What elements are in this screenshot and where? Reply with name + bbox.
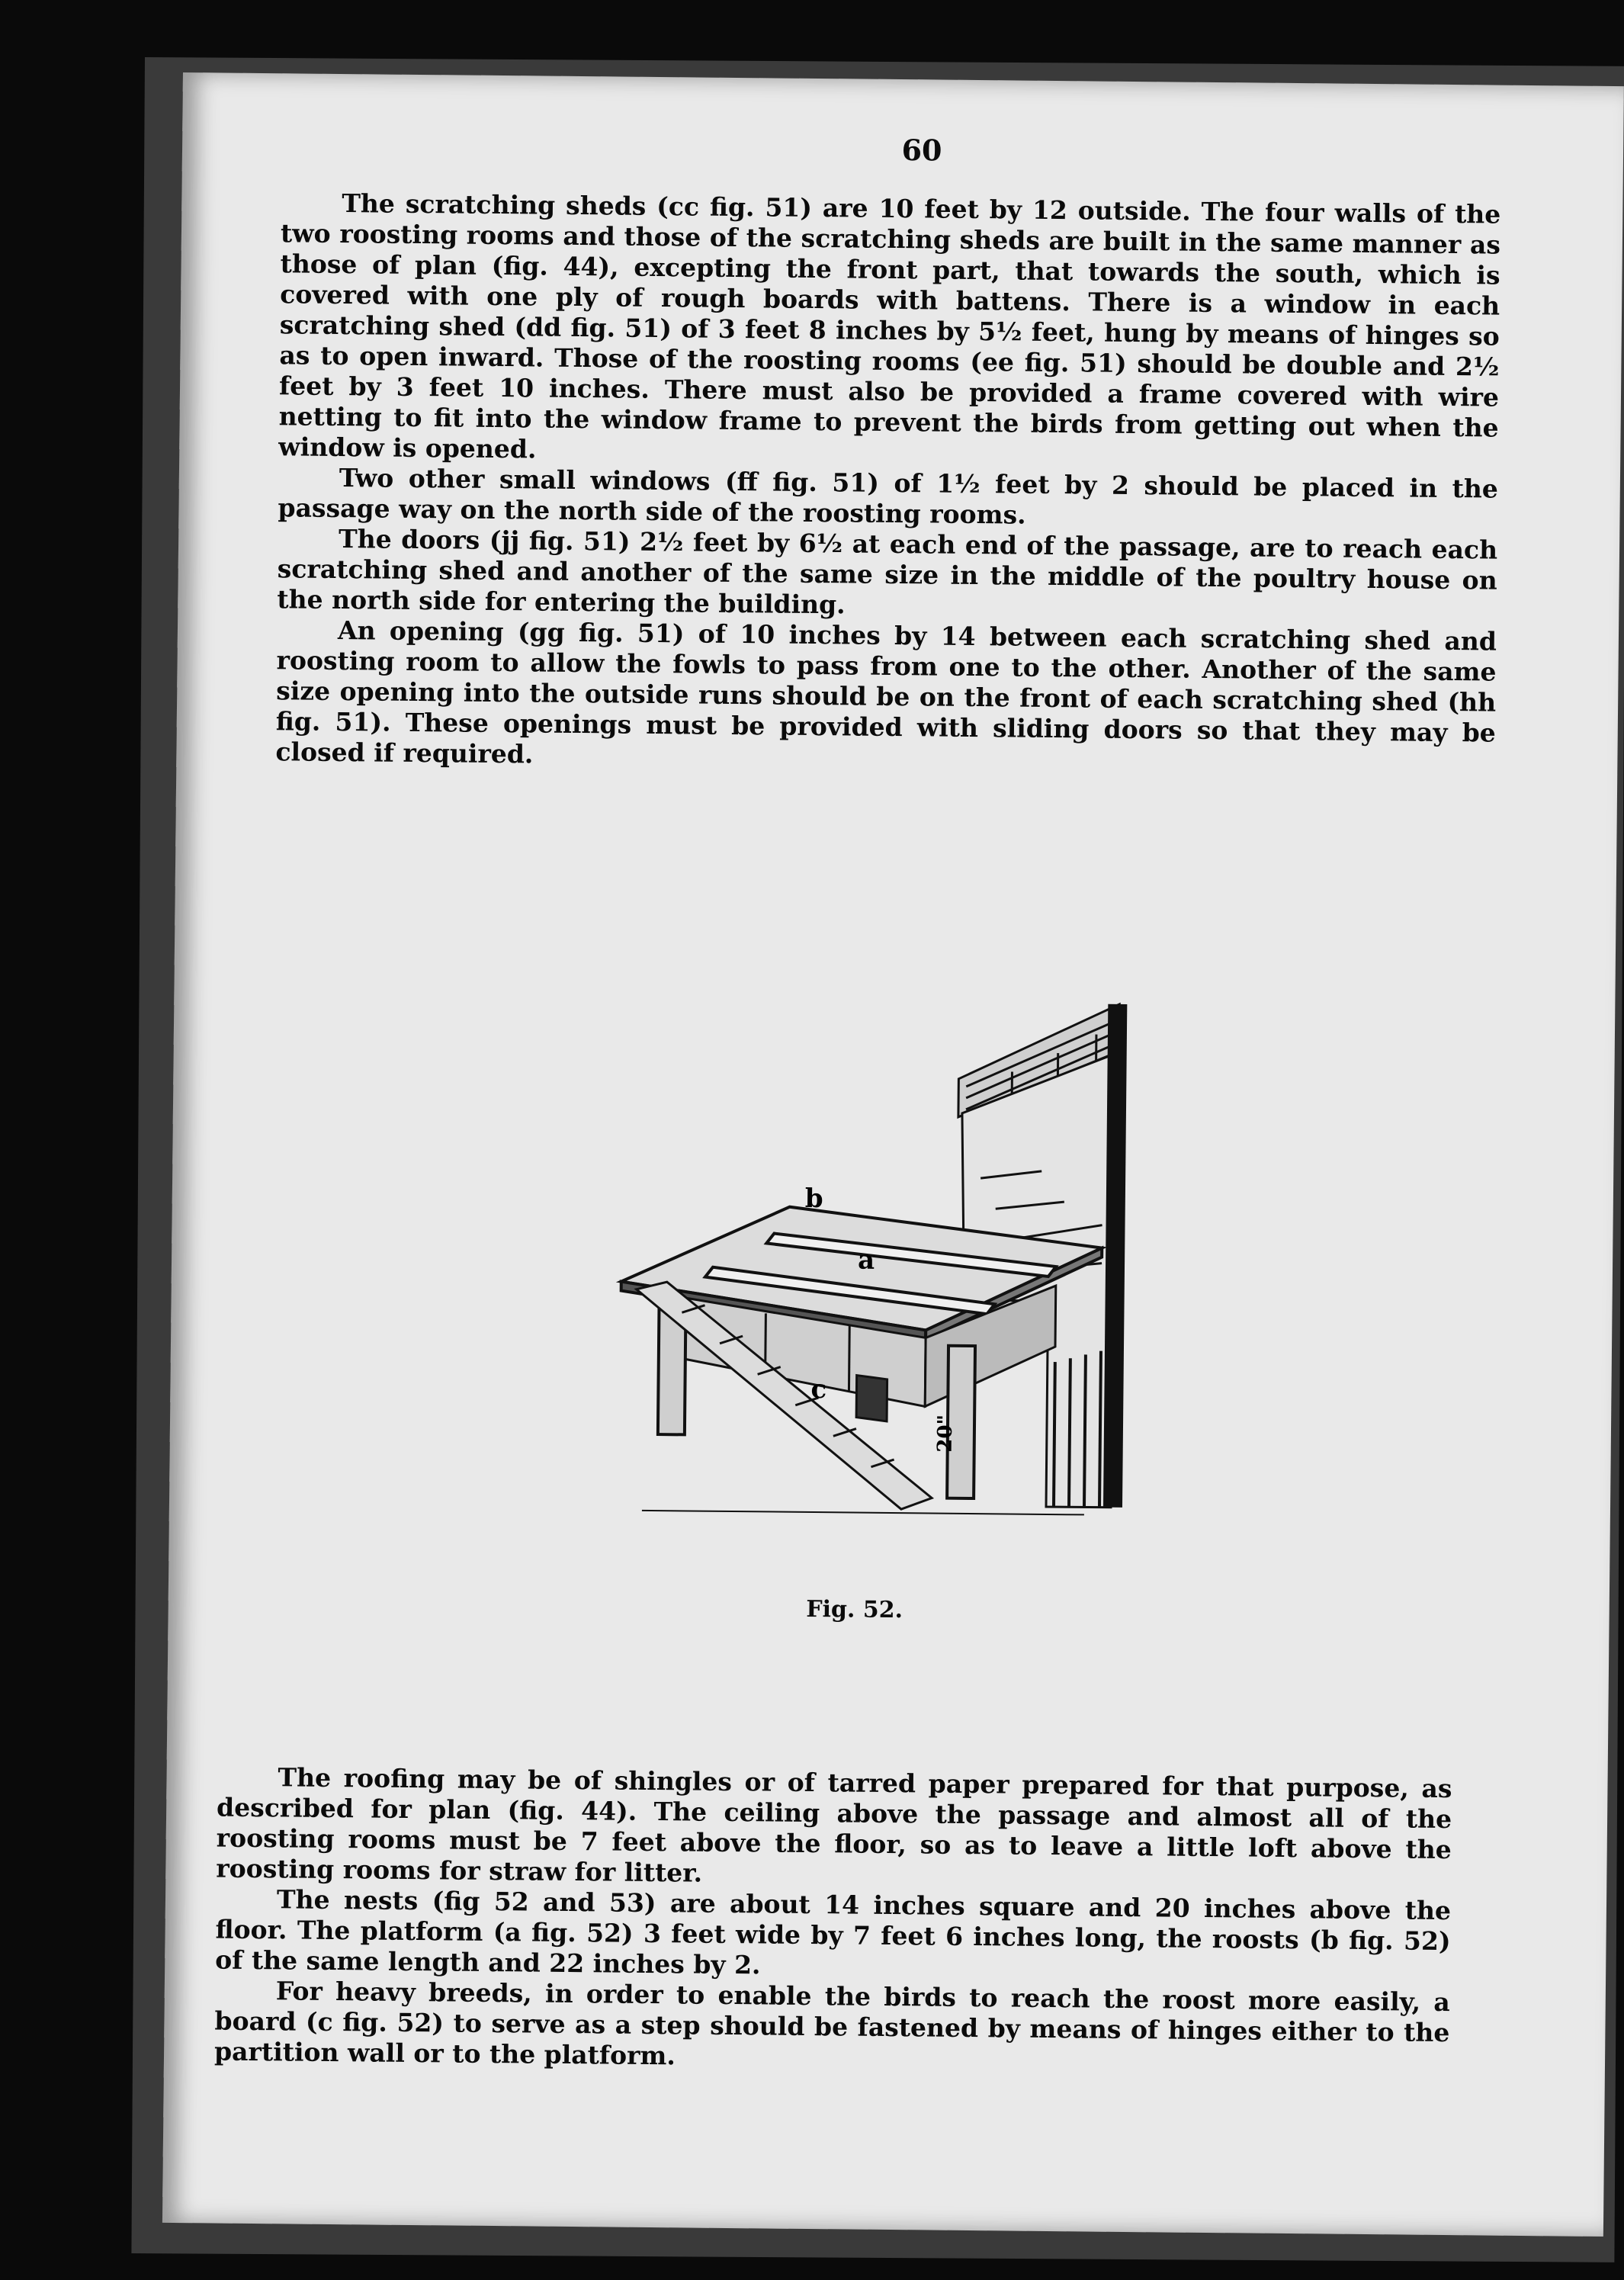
figure-52-illustration bbox=[428, 975, 1273, 1532]
paragraph: The doors (jj fig. 51) 2½ feet by 6½ at each end of the passage, are to reach each scratching shed and another of the same size in the middle of the poultry house on the north side for entering the building. bbox=[277, 523, 1498, 620]
ground-line bbox=[642, 1511, 1084, 1515]
paragraph: The nests (fig 52 and 53) are about 14 inches square and 20 inches above the floor. The platform (a fig. 52) 3 feet wide by 7 feet 6 inches long, the roosts (b fig. 52) of the same length and 22 inches by 2. bbox=[215, 1884, 1452, 1980]
page-number: 60 bbox=[901, 133, 942, 168]
figure-label: b bbox=[804, 1183, 823, 1215]
figure-label: a bbox=[857, 1244, 875, 1276]
paragraph: Two other small windows (ff fig. 51) of 1½ feet by 2 should be placed in the passage way on the north side of the roosting rooms. bbox=[278, 462, 1499, 530]
nest-platform-drawing bbox=[428, 975, 1273, 1532]
body-text-bottom bbox=[214, 1762, 1452, 2079]
paragraph: An opening (gg fig. 51) of 10 inches by 14 between each scratching shed and roosting room to allow the fowls to pass from one to the other. Another of the same size opening into the outside runs should be on the front of each scratching shed (hh fig. 51). These openings must be provided with sliding doors so that they may be closed if required. bbox=[275, 615, 1497, 769]
book-page bbox=[162, 72, 1624, 2237]
figure-label: c bbox=[810, 1373, 827, 1405]
paragraph: For heavy breeds, in order to enable the birds to reach the roost more easily, a board (c fig. 52) to serve as a step should be fastened by means of hinges either to the partition wall or to the platform. bbox=[213, 1976, 1450, 2071]
paragraph: The scratching sheds (cc fig. 51) are 10 feet by 12 outside. The four walls of the two roosting rooms and those of the scratching sheds are built in the same manner as those of plan (fig. 44), excepting the front part, that towards the south, which is covered with one ply of rough boards with battens. There is a window in each scratching shed (dd fig. 51) of 3 feet 8 inches by 5½ feet, hung by means of hinges so as to open inward. Those of the roosting rooms (ee fig. 51) should be double and 2½ feet by 3 feet 10 inches. There must also be provided a frame covered with wire netting to fit into the window frame to prevent the birds from getting out when the window is opened. bbox=[278, 188, 1501, 464]
paragraph: The roofing may be of shingles or of tarred paper prepared for that purpose, as described for plan (fig. 44). The ceiling above the passage and almost all of the roosting rooms must be 7 feet above the floor, so as to leave a little loft above the roosting rooms for straw for litter. bbox=[216, 1762, 1452, 1888]
figure-label: 20" bbox=[933, 1414, 958, 1453]
figure-caption: Fig. 52. bbox=[806, 1595, 903, 1624]
body-text-top bbox=[275, 188, 1500, 779]
